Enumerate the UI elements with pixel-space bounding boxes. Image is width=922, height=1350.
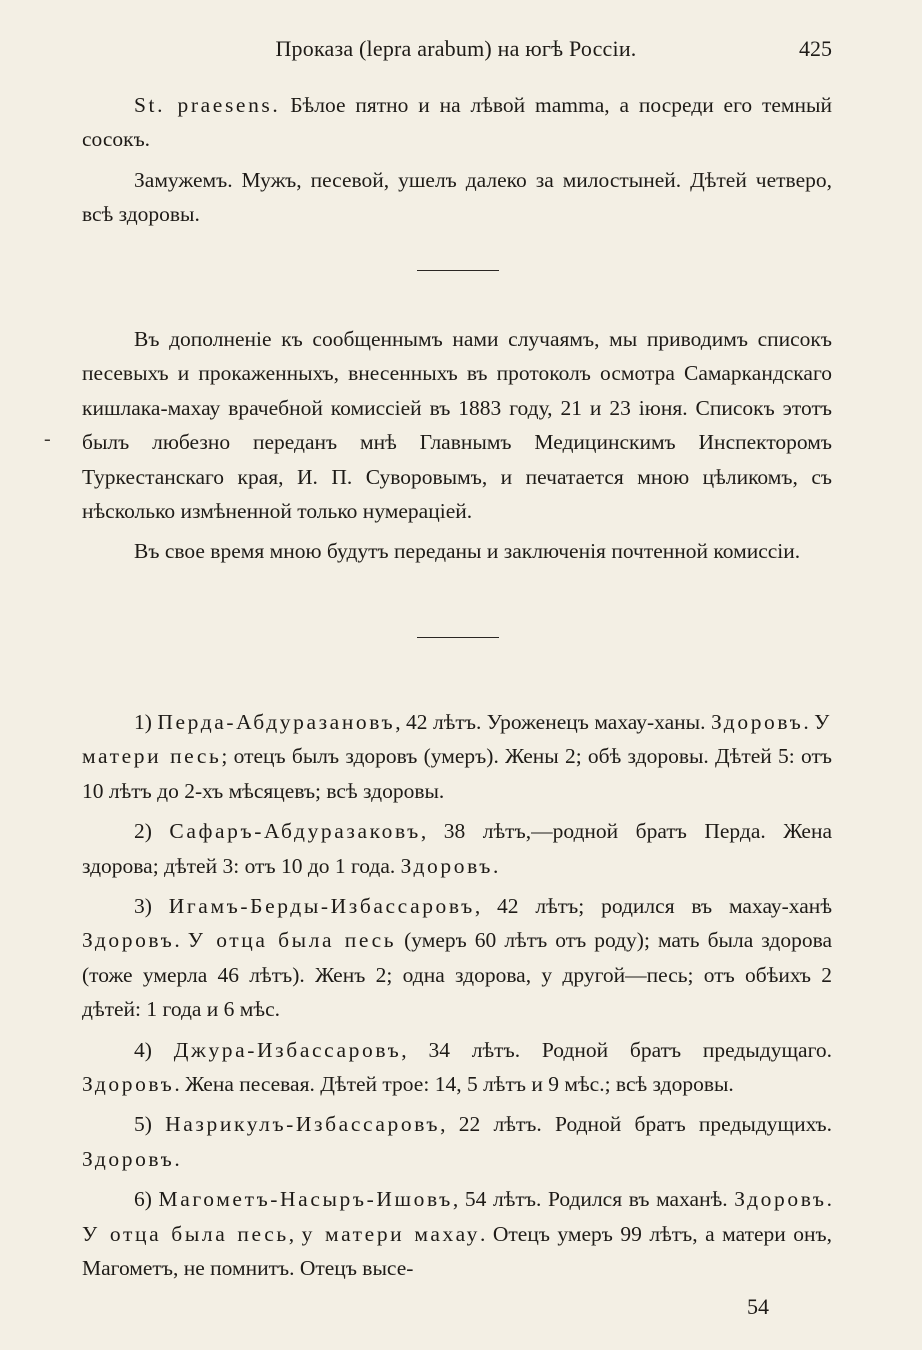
status-praesens-lead: St. praesens. xyxy=(134,93,281,117)
paragraph-commission-note: Въ свое время мною будутъ переданы и заключенія почтенной комиссіи. xyxy=(134,539,801,564)
entry-emphasis: Здоровъ xyxy=(82,928,175,953)
entry-number: 4) xyxy=(134,1037,152,1062)
entry-text: , 42 лѣтъ. Уроженецъ махау-ханы. xyxy=(395,710,711,734)
list-item xyxy=(82,814,832,883)
entry-text: , 22 лѣтъ. Родной братъ предыдущихъ. xyxy=(440,1112,832,1137)
margin-mark: - xyxy=(44,428,51,450)
list-item xyxy=(82,1182,832,1285)
running-title: Проказа (lepra arabum) на югѣ Россіи. xyxy=(275,36,637,61)
entry-number: 3) xyxy=(134,894,152,919)
entry-number: 6) xyxy=(134,1187,152,1212)
signature-mark: 54 xyxy=(747,1294,769,1319)
case-continuation xyxy=(82,88,832,232)
entry-text: . Отецъ умеръ 99 лѣтъ, а матери онъ, Магометъ, не помнитъ. Отецъ высе- xyxy=(82,1221,832,1281)
entry-text: , xyxy=(288,1221,302,1246)
running-header xyxy=(80,36,832,70)
entry-text: . xyxy=(174,928,188,953)
paragraph-status-praesens xyxy=(82,88,832,157)
list-item xyxy=(82,1107,832,1176)
entry-text: . xyxy=(826,1187,833,1212)
introduction-block xyxy=(82,322,832,569)
entry-text: ; отецъ былъ здоровъ (умеръ). Жены 2; обѣ здоровы. Дѣтей 5: отъ 10 лѣтъ до 2-хъ мѣсяцевъ; всѣ здоровы. xyxy=(82,744,832,803)
entry-text: , 34 лѣтъ. Родной братъ предыдущаго. xyxy=(401,1037,833,1062)
paragraph-introduction: Въ дополненіе къ сообщеннымъ нами случаямъ, мы приводимъ списокъ песевыхъ и прокаженныхъ, внесенныхъ въ протоколъ осмотра Самаркандскаго кишлака-махау врачебной комиссіей въ 1883 году, 21 и 23 іюня. Списокъ этотъ былъ любезно переданъ мнѣ Главнымъ Медицинскимъ Инспекторомъ Туркестанскаго края, И. П. Суворовымъ, и печатается мною цѣликомъ, съ нѣсколько измѣненной только нумераціей. xyxy=(82,327,832,524)
list-item xyxy=(82,705,832,808)
entry-text: , 42 лѣтъ; родился въ махау-ханѣ xyxy=(474,894,832,919)
entry-text: . xyxy=(174,1146,180,1171)
entry-emphasis: У матери песь xyxy=(82,710,832,769)
section-divider xyxy=(417,637,499,638)
entry-emphasis: У отца была песь xyxy=(82,1221,289,1246)
entry-text: . Жена песевая. Дѣтей трое: 14, 5 лѣтъ и 9 мѣс.; всѣ здоровы. xyxy=(174,1072,734,1097)
entry-text: , 38 лѣтъ,—родной братъ Перда. Жена здорова; дѣтей 3: отъ 10 до 1 года. xyxy=(82,819,832,878)
patient-name: Игамъ-Берды-Избассаровъ xyxy=(168,894,475,919)
patient-name: Магометъ-Насыръ-Ишовъ xyxy=(158,1187,453,1212)
entry-emphasis: У отца была песь xyxy=(187,928,397,953)
status-praesens-text: Бѣлое пятно и на лѣвой mamma, а посреди его темный сосокъ. xyxy=(82,93,832,152)
patient-name: Сафаръ-Абдуразаковъ xyxy=(169,819,421,844)
patient-name: Перда-Абдуразановъ xyxy=(157,710,396,734)
list-item xyxy=(82,889,832,1027)
section-divider xyxy=(417,270,499,271)
entry-emphasis: Здоровъ xyxy=(400,853,494,878)
entry-emphasis: Здоровъ xyxy=(710,710,804,734)
patient-list xyxy=(82,705,832,1286)
entry-text: . xyxy=(493,853,499,878)
entry-emphasis: у матери махау xyxy=(301,1221,481,1246)
patient-name: Джура-Избассаровъ xyxy=(173,1037,402,1062)
entry-text: (умеръ 60 лѣтъ отъ роду); мать была здорова (тоже умерла 46 лѣтъ). Женъ 2; одна здорова, у другой—песь; отъ обѣихъ 2 дѣтей: 1 года и 6 мѣс. xyxy=(82,928,832,1022)
entry-number: 1) xyxy=(134,710,152,734)
patient-name: Назрикулъ-Избассаровъ xyxy=(165,1112,441,1137)
paragraph-family: Замужемъ. Мужъ, песевой, ушелъ далеко за милостыней. Дѣтей четверо, всѣ здоровы. xyxy=(82,167,832,227)
entry-text: . xyxy=(803,710,815,734)
entry-emphasis: Здоровъ xyxy=(734,1187,827,1212)
entry-emphasis: Здоровъ xyxy=(82,1146,175,1171)
page-number: 425 xyxy=(799,36,832,61)
entry-number: 2) xyxy=(134,819,152,844)
entry-emphasis: Здоровъ xyxy=(82,1072,175,1097)
entry-number: 5) xyxy=(134,1112,152,1137)
entry-text: , 54 лѣтъ. Родился въ маханѣ. xyxy=(452,1187,735,1212)
list-item xyxy=(82,1033,832,1102)
